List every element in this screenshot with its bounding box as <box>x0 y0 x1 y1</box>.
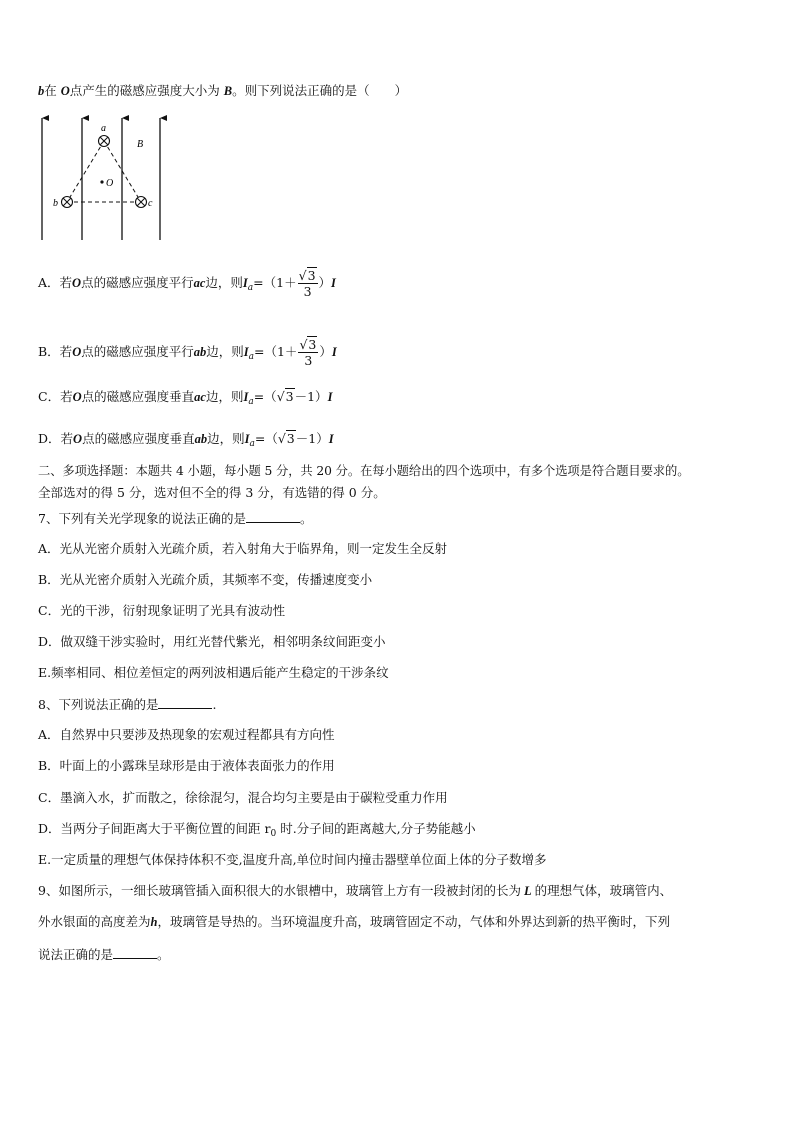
radicand: 3 <box>286 431 295 446</box>
point-O <box>100 180 103 183</box>
stem-text: 的理想气体，玻璃管内、 <box>534 883 673 898</box>
edge-name: ac <box>193 276 206 290</box>
radicand: 3 <box>307 268 316 283</box>
option-text: 边，则 <box>205 275 243 290</box>
option-prefix: D．若 <box>38 431 74 446</box>
stem-text: ，玻璃管是导热的。当环境温度升高，玻璃管固定不动，气体和外界达到新的热平衡时，下列 <box>157 914 670 929</box>
equation-end: －1） <box>295 431 329 446</box>
option-8C[interactable]: C．墨滴入水，扩而散之，徐徐混匀，混合均匀主要是由于碳粒受重力作用 <box>38 790 448 805</box>
question-8-stem <box>38 696 216 713</box>
var-I: I <box>331 345 337 359</box>
answer-blank[interactable] <box>158 696 212 709</box>
var-I: I <box>243 345 249 359</box>
option-text: 边，则 <box>205 389 244 404</box>
option-7E[interactable]: E.频率相同、相位差恒定的两列波相遇后能产生稳定的干涉条纹 <box>38 665 389 680</box>
option-7D[interactable]: D．做双缝干涉实验时，用红光替代紫光，相邻明条纹间距变小 <box>38 634 386 649</box>
var-I: I <box>328 432 334 446</box>
option-text: D．当两分子间距离大于平衡位置的间距 r <box>38 821 271 836</box>
edge-name: ac <box>194 390 206 404</box>
var-b: b <box>38 84 45 98</box>
fraction: $\frac{√3}{3}$ <box>298 268 316 299</box>
var-O: O <box>72 390 82 404</box>
radicand: 3 <box>308 337 317 352</box>
label-b: b <box>53 198 58 209</box>
question-intro <box>38 83 407 99</box>
option-prefix: A．若 <box>38 275 73 290</box>
option-text: 点的磁感应强度平行 <box>81 275 194 290</box>
option-prefix: B．若 <box>38 344 73 359</box>
stem-text: 7、下列有关光学现象的说法正确的是 <box>38 511 246 526</box>
triangle-side-ab <box>67 141 104 202</box>
stem-end: 。 <box>157 947 170 962</box>
subscript: 0 <box>270 829 277 839</box>
option-text: 边，则 <box>206 344 244 359</box>
current-c-symbol <box>136 197 147 208</box>
answer-blank[interactable] <box>113 946 157 959</box>
equation-part: =（ <box>253 389 277 404</box>
question-9-line-2 <box>38 914 670 930</box>
option-6C[interactable] <box>38 389 332 410</box>
section-2-line-2: 全部选对的得 5 分，选对但不全的得 3 分，有选错的得 0 分。 <box>38 485 386 500</box>
var-O: O <box>72 276 82 290</box>
option-text: 点的磁感应强度平行 <box>81 344 194 359</box>
answer-blank[interactable] <box>246 510 300 523</box>
var-B: B <box>223 84 233 98</box>
stem-end: 。 <box>299 511 313 526</box>
var-O: O <box>73 432 83 446</box>
denominator: 3 <box>304 353 313 368</box>
option-prefix: C．若 <box>38 389 73 404</box>
var-h: h <box>150 915 158 929</box>
option-7A[interactable]: A．光从光密介质射入光疏介质，若入射角大于临界角，则一定发生全反射 <box>38 541 448 556</box>
option-8B[interactable]: B．叶面上的小露珠呈球形是由于液体表面张力的作用 <box>38 758 335 773</box>
var-I: I <box>242 276 248 290</box>
var-I: I <box>327 390 333 404</box>
subscript: a <box>249 439 255 449</box>
label-B: B <box>137 139 144 150</box>
equation-part: =（1＋ <box>254 344 298 359</box>
option-6B[interactable] <box>38 337 337 368</box>
equation-end: ） <box>319 344 332 359</box>
var-I: I <box>243 390 249 404</box>
var-O: O <box>60 84 70 98</box>
equation-part: =（ <box>254 431 278 446</box>
stem-text: 9、如图所示，一细长玻璃管插入面积很大的水银槽中，玻璃管上方有一段被封闭的长为 <box>38 883 521 898</box>
var-I: I <box>244 432 250 446</box>
magnetic-field-figure <box>36 112 176 251</box>
label-a: a <box>101 123 106 134</box>
equation-part: =（1＋ <box>253 275 297 290</box>
intro-text-1: 在 <box>44 83 57 98</box>
var-O: O <box>72 345 82 359</box>
question-9-line-1 <box>38 883 672 899</box>
current-b-symbol <box>62 197 73 208</box>
label-c: c <box>148 198 153 209</box>
option-8D[interactable] <box>38 821 476 842</box>
figure-svg <box>36 112 176 247</box>
subscript: a <box>247 283 254 293</box>
question-9-line-3 <box>38 946 170 963</box>
stem-text: 8、下列说法正确的是 <box>38 697 159 712</box>
radicand: 3 <box>285 389 294 404</box>
fraction: $\frac{√3}{3}$ <box>299 337 317 368</box>
subscript: a <box>248 352 254 362</box>
sqrt: √3 <box>277 431 295 446</box>
var-I: I <box>331 276 336 290</box>
stem-end: . <box>212 697 217 712</box>
denominator: 3 <box>303 284 312 299</box>
intro-text-3: 。则下列说法正确的是（ ） <box>232 83 408 98</box>
option-text: 点的磁感应强度垂直 <box>82 431 195 446</box>
stem-text: 外水银面的高度差为 <box>38 914 151 929</box>
edge-name: ab <box>194 432 208 446</box>
subscript: a <box>248 397 254 407</box>
sqrt: √3 <box>276 389 294 404</box>
option-6D[interactable] <box>38 431 334 452</box>
option-text: 边，则 <box>207 431 245 446</box>
option-8A[interactable]: A．自然界中只要涉及热现象的宏观过程都具有方向性 <box>38 727 335 742</box>
option-6A[interactable] <box>38 268 336 299</box>
intro-text-2: 点产生的磁感应强度大小为 <box>69 83 220 98</box>
equation-end: －1） <box>294 389 328 404</box>
current-a-symbol <box>99 136 110 147</box>
question-7-stem <box>38 510 312 527</box>
edge-name: ab <box>193 345 207 359</box>
stem-text: 说法正确的是 <box>38 947 114 962</box>
option-7C[interactable]: C．光的干涉，衍射现象证明了光具有波动性 <box>38 603 286 618</box>
option-8E[interactable]: E.一定质量的理想气体保持体积不变,温度升高,单位时间内撞击器壁单位面上体的分子数增多 <box>38 852 547 867</box>
var-L: L <box>523 884 532 898</box>
label-O: O <box>106 178 114 189</box>
equation-end: ） <box>318 275 332 290</box>
option-text: 点的磁感应强度垂直 <box>81 389 195 404</box>
option-text: 时.分子间的距离越大,分子势能越小 <box>276 821 476 836</box>
option-7B[interactable]: B．光从光密介质射入光疏介质，其频率不变，传播速度变小 <box>38 572 373 587</box>
section-2-line-1: 二、多项选择题：本题共 4 小题，每小题 5 分，共 20 分。在每小题给出的四个选项中，有多个选项是符合题目要求的。 <box>38 464 690 478</box>
